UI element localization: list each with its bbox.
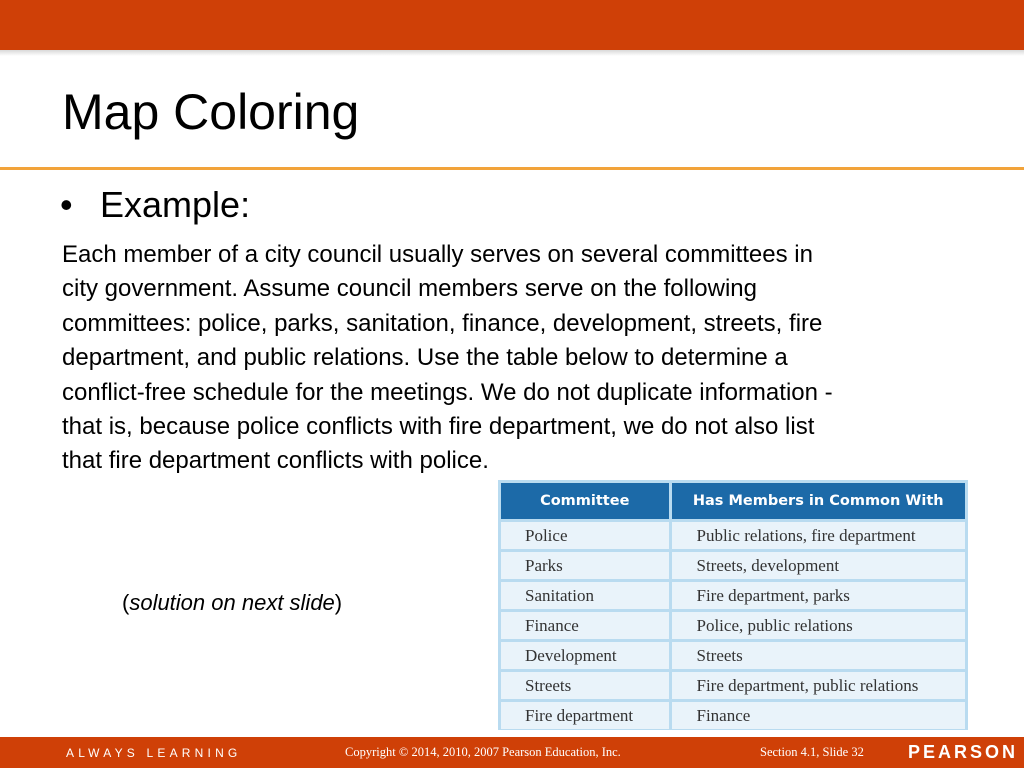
slide-title: Map Coloring: [62, 84, 360, 140]
body-line: city government. Assume council members serve on the following: [62, 275, 757, 303]
table-row: [501, 551, 965, 581]
common-members-cell: Fire department, parks: [670, 581, 965, 611]
table-row: [501, 521, 965, 551]
committee-cell: Police: [501, 521, 670, 551]
bullet-item: [60, 183, 250, 227]
committee-cell: Parks: [501, 551, 670, 581]
table-row: [501, 581, 965, 611]
column-header-committee: Committee: [501, 483, 670, 521]
committee-cell: Fire department: [501, 701, 670, 730]
pearson-logo: PEARSON: [908, 742, 1019, 762]
column-header-common-members: Has Members in Common With: [670, 483, 965, 521]
common-members-cell: Public relations, fire department: [670, 521, 965, 551]
body-line: Each member of a city council usually serves on several committees in: [62, 241, 813, 268]
committee-cell: Streets: [501, 671, 670, 701]
common-members-cell: Streets: [670, 641, 965, 671]
committee-cell: Sanitation: [501, 581, 670, 611]
table-row: [501, 611, 965, 641]
title-divider: [0, 167, 1024, 170]
table-header-row: [501, 483, 965, 521]
body-line: conflict-free schedule for the meetings. We do not duplicate information -: [62, 378, 833, 406]
body-line: that is, because police conflicts with fire department, we do not also list: [62, 413, 815, 441]
table-row: [501, 701, 965, 730]
body-line: that fire department conflicts with police.: [62, 447, 489, 475]
committee-table-frame: [498, 480, 968, 730]
common-members-cell: Fire department, public relations: [670, 671, 965, 701]
table-row: [501, 641, 965, 671]
footer-bar: [0, 737, 1024, 768]
committee-cell: Finance: [501, 611, 670, 641]
footer-slide-number: Section 4.1, Slide 32: [760, 745, 864, 759]
body-paragraph: [62, 238, 997, 479]
bullet-label: Example:: [100, 184, 251, 225]
body-line: committees: police, parks, sanitation, finance, development, streets, fire: [62, 309, 823, 337]
top-accent-bar: [0, 0, 1024, 50]
common-members-cell: Streets, development: [670, 551, 965, 581]
solution-note: [122, 589, 342, 617]
solution-note-text: solution on next slide: [129, 590, 335, 615]
common-members-cell: Police, public relations: [670, 611, 965, 641]
bullet-icon: •: [60, 184, 73, 225]
common-members-cell: Finance: [670, 701, 965, 730]
table-row: [501, 671, 965, 701]
footer-copyright: Copyright © 2014, 2010, 2007 Pearson Education, Inc.: [345, 745, 621, 759]
solution-note-open: (: [122, 590, 130, 615]
body-line: department, and public relations. Use the table below to determine a: [62, 344, 788, 372]
top-bar-shadow: [0, 50, 1024, 56]
committee-cell: Development: [501, 641, 670, 671]
footer-tagline: ALWAYS LEARNING: [66, 746, 242, 760]
committee-table: [501, 483, 965, 729]
solution-note-close: ): [334, 590, 343, 615]
